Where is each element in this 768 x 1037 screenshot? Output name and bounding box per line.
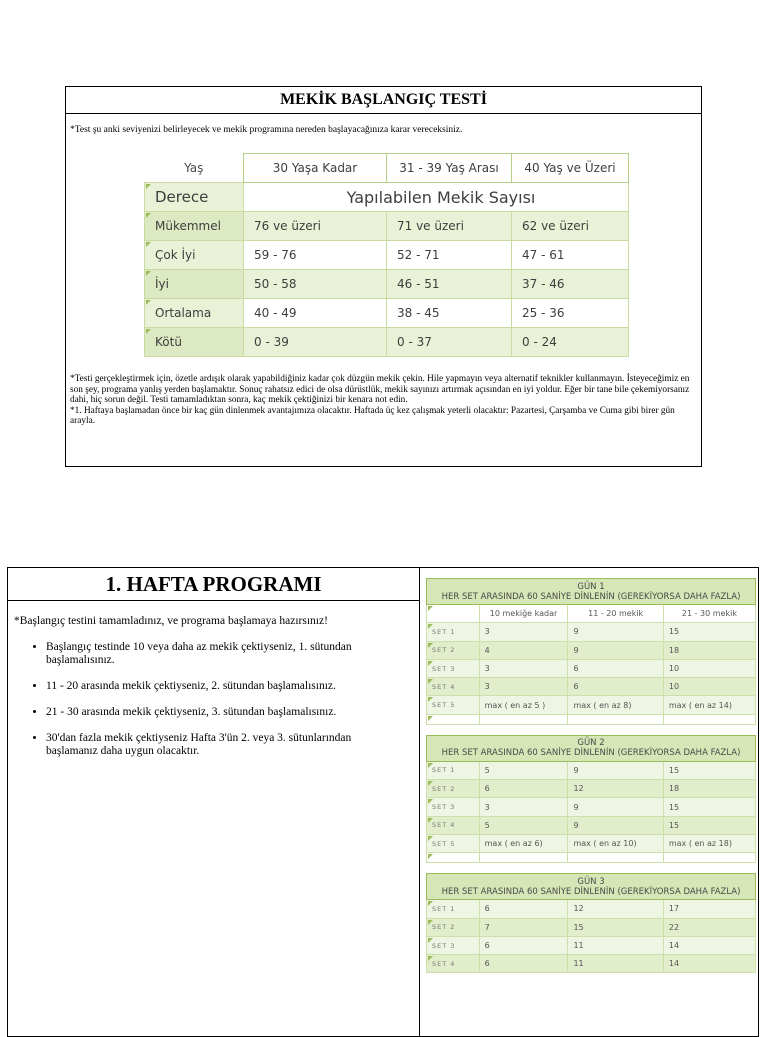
set-label: SET 4 — [427, 955, 480, 973]
table-cell: 76 ve üzeri — [244, 212, 387, 241]
set-label: SET 5 — [427, 834, 480, 852]
table-cell: 3 — [479, 659, 568, 677]
table-row — [145, 270, 629, 299]
table-cell: 9 — [568, 816, 663, 834]
set-label: SET 4 — [427, 678, 480, 696]
age-group-2: 31 - 39 Yaş Arası — [387, 154, 512, 183]
day-header — [427, 579, 756, 605]
day-table — [426, 578, 756, 725]
list-item: • 11 - 20 arasında mekik çektiyseniz, 2. sütundan başlamalısınız. — [46, 680, 386, 693]
table-cell: max ( en az 8) — [568, 696, 663, 714]
table-cell: 17 — [663, 900, 755, 918]
test-section — [65, 86, 702, 467]
score-table — [144, 153, 629, 357]
table-row — [145, 212, 629, 241]
table-cell: 9 — [568, 798, 663, 816]
table-cell: 6 — [479, 936, 568, 954]
table-cell: 15 — [568, 918, 663, 936]
list-item: • 30'dan fazla mekik çektiyseniz Hafta 3'ün 2. veya 3. sütunlarından başlamanız daha uygun olacaktır. — [46, 732, 386, 758]
grade-label: Çok İyi — [145, 241, 244, 270]
list-item: • 21 - 30 arasında mekik çektiyseniz, 3. sütundan başlamalısınız. — [46, 706, 386, 719]
week-intro: *Başlangıç testini tamamladınız, ve programa başlamaya hazırsınız! — [14, 615, 328, 627]
table-cell: 6 — [479, 955, 568, 973]
table-cell: 14 — [663, 955, 755, 973]
test-notes — [70, 374, 698, 427]
table-cell: 59 - 76 — [244, 241, 387, 270]
set-label: SET 3 — [427, 936, 480, 954]
week-instructions — [8, 568, 420, 1036]
empty-cell — [479, 853, 568, 863]
rest-note: HER SET ARASINDA 60 SANİYE DİNLENİN (GEREKİYORSA DAHA FAZLA) — [441, 886, 741, 897]
empty-cell — [568, 714, 663, 724]
instruction-list — [8, 641, 386, 758]
table-cell: max ( en az 5 ) — [479, 696, 568, 714]
table-cell: 71 ve üzeri — [387, 212, 512, 241]
table-cell: 37 - 46 — [512, 270, 629, 299]
table-cell: max ( en az 6) — [479, 834, 568, 852]
table-cell: 10 — [663, 659, 755, 677]
table-cell: 46 - 51 — [387, 270, 512, 299]
set-label: SET 2 — [427, 641, 480, 659]
table-cell: 6 — [479, 900, 568, 918]
table-cell: max ( en az 10) — [568, 834, 663, 852]
test-intro: *Test şu anki seviyenizi belirleyecek ve mekik programına nereden başlayacağınıza karar vereceksiniz. — [70, 125, 463, 135]
table-cell: 11 — [568, 936, 663, 954]
column-header: 10 mekiğe kadar — [479, 605, 568, 623]
note-paragraph: *Testi gerçekleştirmek için, özetle ardışık olarak yapabildiğiniz kadar çok düzgün mekik çekin. Hile yapmayın veya alternatif teknikler kullanmayın. İsteyeceğimiz en son şey, programa yanlış yerden başlamaktır. Sonuç rahatsız edici de olsa dürüstlük, mekik sayınızı artırmak açısından en iyi yoldur. Eğer bir tane bile çekemiyorsanız dahi, hiç sorun değil. Testi tamamladıktan sonra, kaç mekik çektiğinizi bir kenara not edin. — [70, 374, 690, 405]
rest-note: HER SET ARASINDA 60 SANİYE DİNLENİN (GEREKİYORSA DAHA FAZLA) — [441, 748, 741, 759]
table-cell: 11 — [568, 955, 663, 973]
table-cell: 6 — [568, 678, 663, 696]
table-cell: 10 — [663, 678, 755, 696]
day-table — [426, 735, 756, 863]
set-label: SET 2 — [427, 918, 480, 936]
set-label: SET 3 — [427, 659, 480, 677]
table-cell: max ( en az 14) — [663, 696, 755, 714]
empty-cell — [427, 605, 480, 623]
age-row — [145, 154, 629, 183]
set-label: SET 1 — [427, 623, 480, 641]
set-label: SET 4 — [427, 816, 480, 834]
empty-cell — [479, 714, 568, 724]
table-cell: 15 — [663, 816, 755, 834]
grade-label: Mükemmel — [145, 212, 244, 241]
table-row — [145, 299, 629, 328]
column-header: 21 - 30 mekik — [663, 605, 755, 623]
table-cell: 9 — [568, 641, 663, 659]
set-label: SET 3 — [427, 798, 480, 816]
table-row — [145, 328, 629, 357]
empty-cell — [663, 714, 755, 724]
table-cell: 52 - 71 — [387, 241, 512, 270]
table-cell: 12 — [568, 780, 663, 798]
table-cell: 18 — [663, 641, 755, 659]
table-cell: 62 ve üzeri — [512, 212, 629, 241]
table-cell: 22 — [663, 918, 755, 936]
note-paragraph: *1. Haftaya başlamadan önce bir kaç gün dinlenmek avantajımıza olacaktır. Haftada üç kez çalışmak yeterli olacaktır: Pazartesi, Çarşamba ve Cuma gibi birer gün arayla. — [70, 405, 675, 426]
table-cell: 3 — [479, 678, 568, 696]
set-label: SET 5 — [427, 696, 480, 714]
table-cell: 5 — [479, 816, 568, 834]
table-cell: 7 — [479, 918, 568, 936]
set-label: SET 1 — [427, 761, 480, 779]
empty-cell — [427, 853, 480, 863]
table-cell: 9 — [568, 761, 663, 779]
table-cell: 40 - 49 — [244, 299, 387, 328]
table-cell: 3 — [479, 798, 568, 816]
age-group-1: 30 Yaşa Kadar — [244, 154, 387, 183]
table-cell: 0 - 24 — [512, 328, 629, 357]
value-header: Yapılabilen Mekik Sayısı — [244, 183, 629, 212]
grade-label: Kötü — [145, 328, 244, 357]
day-name: GÜN 1 — [577, 581, 605, 592]
table-cell: max ( en az 18) — [663, 834, 755, 852]
table-cell: 18 — [663, 780, 755, 798]
empty-cell — [663, 853, 755, 863]
set-label: SET 1 — [427, 900, 480, 918]
table-cell: 38 - 45 — [387, 299, 512, 328]
grade-label: İyi — [145, 270, 244, 299]
day-name: GÜN 3 — [577, 876, 605, 887]
day-table — [426, 873, 756, 973]
table-cell: 47 - 61 — [512, 241, 629, 270]
table-cell: 14 — [663, 936, 755, 954]
day-header — [427, 735, 756, 761]
table-cell: 0 - 39 — [244, 328, 387, 357]
table-cell: 0 - 37 — [387, 328, 512, 357]
table-cell: 15 — [663, 761, 755, 779]
grade-header: Derece — [145, 183, 244, 212]
day-name: GÜN 2 — [577, 738, 605, 749]
day-tables — [426, 578, 756, 983]
column-header: 11 - 20 mekik — [568, 605, 663, 623]
set-label: SET 2 — [427, 780, 480, 798]
table-cell: 5 — [479, 761, 568, 779]
table-cell: 6 — [568, 659, 663, 677]
table-cell: 12 — [568, 900, 663, 918]
age-group-3: 40 Yaş ve Üzeri — [512, 154, 629, 183]
table-row — [145, 241, 629, 270]
header-row — [145, 183, 629, 212]
list-item: • Başlangıç testinde 10 veya daha az mekik çektiyseniz, 1. sütundan başlamalısınız. — [46, 641, 386, 667]
day-header — [427, 874, 756, 900]
table-cell: 15 — [663, 798, 755, 816]
age-label: Yaş — [184, 160, 204, 175]
rest-note: HER SET ARASINDA 60 SANİYE DİNLENİN (GEREKİYORSA DAHA FAZLA) — [441, 591, 741, 602]
grade-label: Ortalama — [145, 299, 244, 328]
empty-cell — [427, 714, 480, 724]
week-program-section — [7, 567, 759, 1037]
empty-cell — [568, 853, 663, 863]
table-cell: 4 — [479, 641, 568, 659]
table-cell: 3 — [479, 623, 568, 641]
table-cell: 15 — [663, 623, 755, 641]
table-cell: 50 - 58 — [244, 270, 387, 299]
week-title: 1. HAFTA PROGRAMI — [8, 568, 419, 601]
table-cell: 25 - 36 — [512, 299, 629, 328]
table-cell: 6 — [479, 780, 568, 798]
table-cell: 9 — [568, 623, 663, 641]
test-title: MEKİK BAŞLANGIÇ TESTİ — [66, 87, 701, 114]
